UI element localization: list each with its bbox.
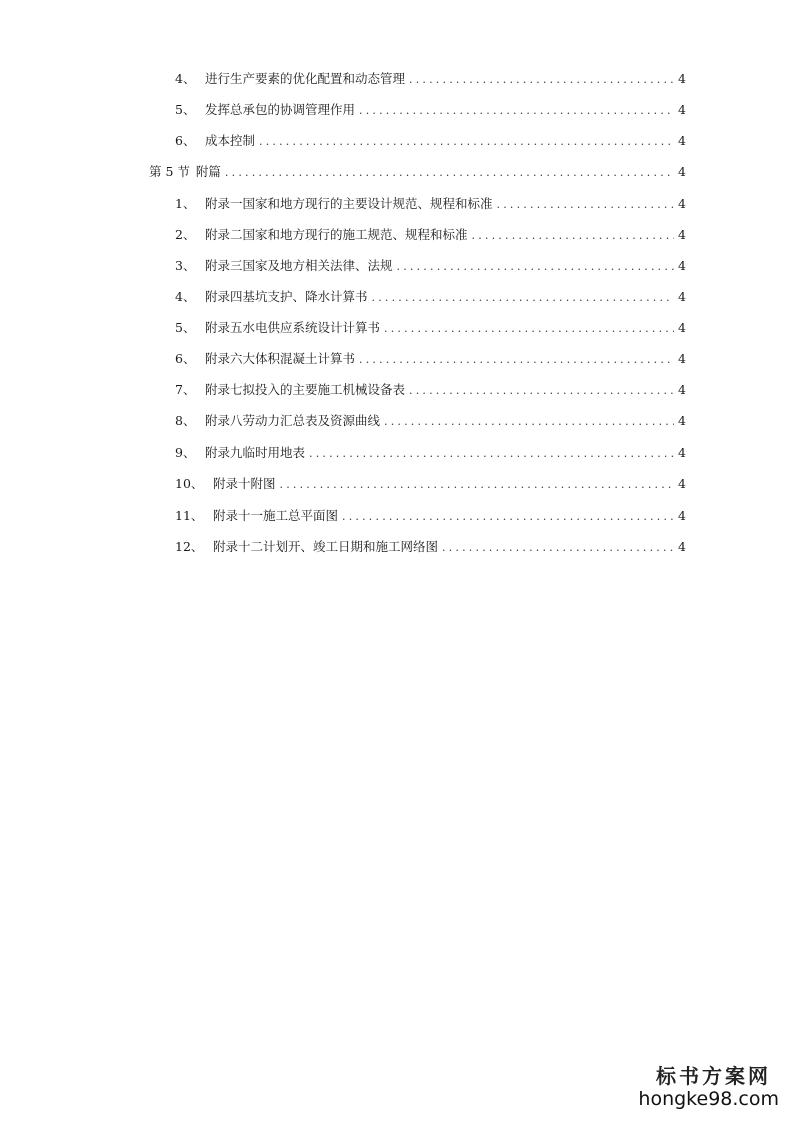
toc-entry-page: 4 [678, 320, 686, 335]
toc-dot-leader [384, 414, 674, 430]
toc-entry-title: 附篇 [195, 164, 221, 179]
toc-entry[interactable] [175, 351, 686, 367]
toc-entry-page: 4 [678, 382, 686, 397]
toc-entry-number: 6、 [175, 351, 196, 366]
toc-entry-page: 4 [678, 258, 686, 273]
toc-entry[interactable] [175, 133, 686, 149]
toc-entry-title: 附录三国家及地方相关法律、法规 [205, 258, 393, 273]
toc-entry[interactable] [175, 320, 686, 336]
toc-entry-page: 4 [678, 476, 686, 491]
toc-entry-title: 附录七拟投入的主要施工机械设备表 [205, 382, 406, 397]
toc-entry-number: 5、 [175, 320, 196, 335]
toc-entry-title: 发挥总承包的协调管理作用 [205, 102, 356, 117]
toc-entry-page: 4 [678, 508, 686, 523]
toc-entry[interactable] [175, 258, 686, 274]
toc-entry-title: 附录十二计划开、竣工日期和施工网络图 [213, 539, 439, 554]
toc-entry-page: 4 [678, 71, 686, 86]
toc-dot-leader [280, 477, 674, 493]
toc-entry-title: 附录十附图 [213, 476, 276, 491]
toc-dot-leader [384, 321, 674, 337]
toc-dot-leader [372, 290, 674, 306]
toc-dot-leader [497, 197, 674, 213]
toc-entry-page: 4 [678, 289, 686, 304]
toc-entry-page: 4 [678, 133, 686, 148]
toc-entry-title: 成本控制 [205, 133, 256, 148]
toc-section-label: 第 5 节 [149, 164, 190, 179]
toc-section-entry[interactable] [149, 164, 686, 180]
toc-dot-leader [442, 540, 674, 556]
toc-entry-number: 6、 [175, 133, 196, 148]
toc-entry-title: 附录一国家和地方现行的主要设计规范、规程和标准 [205, 196, 493, 211]
toc-entry[interactable] [175, 196, 686, 212]
toc-entry[interactable] [175, 508, 686, 524]
toc-entry-page: 4 [678, 227, 686, 242]
toc-entry-page: 4 [678, 351, 686, 366]
toc-entry-number: 4、 [175, 289, 196, 304]
toc-entry[interactable] [175, 102, 686, 118]
toc-dot-leader [359, 352, 674, 368]
toc-entry[interactable] [175, 476, 686, 492]
toc-dot-leader [409, 72, 674, 88]
toc-dot-leader [397, 259, 674, 275]
toc-entry[interactable] [175, 382, 686, 398]
toc-entry-page: 4 [678, 196, 686, 211]
toc-entry-number: 11、 [175, 508, 204, 523]
toc-entry-number: 7、 [175, 382, 196, 397]
toc-entry-number: 12、 [175, 539, 204, 554]
toc-dot-leader [342, 509, 674, 525]
toc-entry-page: 4 [678, 539, 686, 554]
toc-dot-leader [309, 446, 674, 462]
toc-entry[interactable] [175, 71, 686, 87]
toc-entry[interactable] [175, 227, 686, 243]
toc-entry-number: 3、 [175, 258, 196, 273]
toc-entry-title: 附录五水电供应系统设计计算书 [205, 320, 381, 335]
toc-dot-leader [472, 228, 674, 244]
toc-entry-number: 5、 [175, 102, 196, 117]
toc-entry[interactable] [175, 289, 686, 305]
toc-entry-page: 4 [678, 413, 686, 428]
toc-entry-page: 4 [678, 445, 686, 460]
toc-entry-title: 附录十一施工总平面图 [213, 508, 339, 523]
toc-entry[interactable] [175, 413, 686, 429]
toc-entry-title: 附录四基坑支护、降水计算书 [205, 289, 368, 304]
toc-entry-page: 4 [678, 164, 686, 179]
toc-entry-title: 附录二国家和地方现行的施工规范、规程和标准 [205, 227, 468, 242]
watermark-url: hongke98.com [638, 1088, 779, 1110]
toc-dot-leader [259, 134, 674, 150]
toc-entry-number: 10、 [175, 476, 204, 491]
toc-entry-number: 4、 [175, 71, 196, 86]
toc-dot-leader [359, 103, 674, 119]
toc-dot-leader [409, 383, 674, 399]
toc-entry-number: 8、 [175, 413, 196, 428]
toc-entry-page: 4 [678, 102, 686, 117]
watermark-name: 标书方案网 [656, 1064, 771, 1088]
toc-entry-number: 2、 [175, 227, 196, 242]
toc-entry[interactable] [175, 539, 686, 555]
site-watermark [629, 1064, 779, 1110]
toc-entry-number: 9、 [175, 445, 196, 460]
toc-entry-title: 附录六大体积混凝土计算书 [205, 351, 356, 366]
toc-dot-leader [225, 165, 674, 181]
toc-entry-title: 进行生产要素的优化配置和动态管理 [205, 71, 406, 86]
toc-entry[interactable] [175, 445, 686, 461]
toc-entry-title: 附录九临时用地表 [205, 445, 306, 460]
toc-entry-title: 附录八劳动力汇总表及资源曲线 [205, 413, 381, 428]
toc-entry-number: 1、 [175, 196, 196, 211]
